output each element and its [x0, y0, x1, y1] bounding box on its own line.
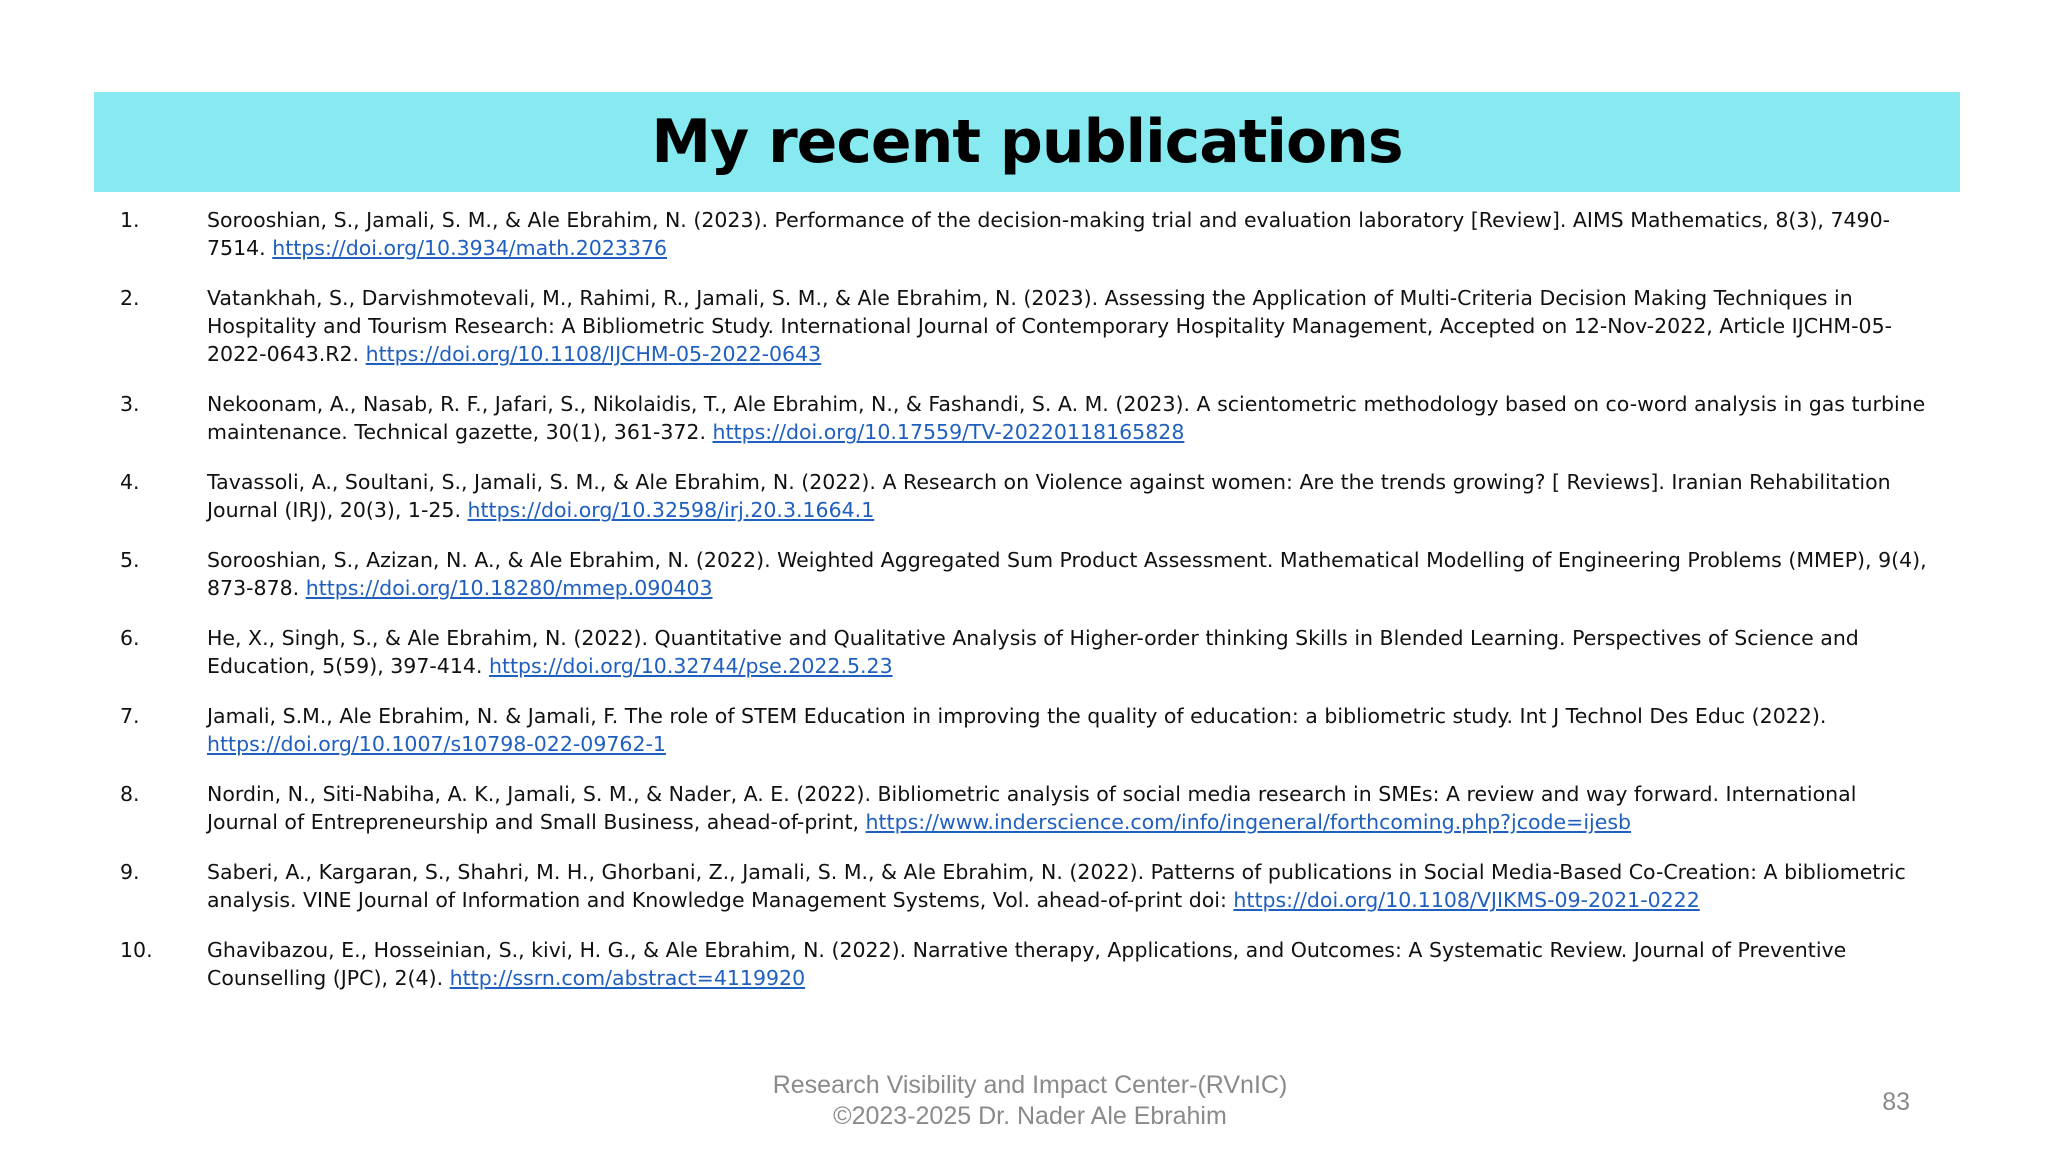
citation-text: Sorooshian, S., Jamali, S. M., & Ale Ebrahim, N. (2023). Performance of the decision-making trial and evaluation laboratory [Review]. AIMS Mathematics, 8(3), 7490-7514.: [207, 208, 1891, 260]
publication-citation: [207, 936, 1927, 992]
citation-text: Tavassoli, A., Soultani, S., Jamali, S. M., & Ale Ebrahim, N. (2022). A Research on Violence against women: Are the trends growing? [ Reviews]. Iranian Rehabilitation Journal (IRJ), 20(3), 1-25.: [207, 470, 1891, 522]
publication-number: 6.: [120, 626, 140, 650]
citation-text: Sorooshian, S., Azizan, N. A., & Ale Ebrahim, N. (2022). Weighted Aggregated Sum Product Assessment. Mathematical Modelling of Engineering Problems (MMEP), 9(4), 873-878.: [207, 548, 1927, 600]
title-banner: [94, 92, 1960, 192]
doi-link[interactable]: https://doi.org/10.1007/s10798-022-09762-1: [207, 732, 666, 756]
publication-citation: [207, 858, 1927, 914]
citation-text: Ghavibazou, E., Hosseinian, S., kivi, H. G., & Ale Ebrahim, N. (2022). Narrative therapy, Applications, and Outcomes: A Systematic Review. Journal of Preventive Counselling (JPC), 2(4).: [207, 938, 1847, 990]
publication-item: [0, 936, 2048, 992]
doi-link[interactable]: https://doi.org/10.1108/IJCHM-05-2022-0643: [365, 342, 822, 366]
publication-item: [0, 702, 2048, 758]
publication-citation: [207, 468, 1927, 524]
publication-citation: [207, 702, 1927, 758]
publication-number: 5.: [120, 548, 140, 572]
publication-item: [0, 546, 2048, 602]
citation-text: Jamali, S.M., Ale Ebrahim, N. & Jamali, F. The role of STEM Education in improving the quality of education: a bibliometric study. Int J Technol Des Educ (2022).: [207, 704, 1827, 728]
page-title: My recent publications: [651, 107, 1403, 177]
publication-citation: [207, 624, 1927, 680]
publication-item: [0, 858, 2048, 914]
footer: [690, 1070, 1370, 1132]
publication-citation: [207, 780, 1927, 836]
citation-text: Nekoonam, A., Nasab, R. F., Jafari, S., Nikolaidis, T., Ale Ebrahim, N., & Fashandi, S. A. M. (2023). A scientometric methodology based on co-word analysis in gas turbine maintenance. Technical gazette, 30(1), 361-372.: [207, 392, 1926, 444]
publication-number: 4.: [120, 470, 140, 494]
footer-org: Research Visibility and Impact Center-(RVnIC): [772, 1071, 1288, 1099]
doi-link[interactable]: https://doi.org/10.1108/VJIKMS-09-2021-0222: [1233, 888, 1700, 912]
citation-text: Vatankhah, S., Darvishmotevali, M., Rahimi, R., Jamali, S. M., & Ale Ebrahim, N. (2023). Assessing the Application of Multi-Criteria Decision Making Techniques in Hospitality and Tourism Research: A Bibliometric Study. International Journal of Contemporary Hospitality Management, Accepted on 12-Nov-2022, Article IJCHM-05-2022-0643.R2.: [207, 286, 1893, 366]
publication-item: [0, 468, 2048, 524]
footer-copyright: ©2023-2025 Dr. Nader Ale Ebrahim: [833, 1102, 1227, 1130]
publication-number: 7.: [120, 704, 140, 728]
publication-citation: [207, 390, 1927, 446]
citation-text: Saberi, A., Kargaran, S., Shahri, M. H., Ghorbani, Z., Jamali, S. M., & Ale Ebrahim, N. (2022). Patterns of publications in Social Media-Based Co-Creation: A bibliometric analysis. VINE Journal of Information and Knowledge Management Systems, Vol. ahead-of-print doi:: [207, 860, 1906, 912]
publication-item: [0, 624, 2048, 680]
publication-citation: [207, 206, 1927, 262]
publication-list: [0, 206, 2048, 1014]
citation-text: Nordin, N., Siti-Nabiha, A. K., Jamali, S. M., & Nader, A. E. (2022). Bibliometric analysis of social media research in SMEs: A review and way forward. International Journal of Entrepreneurship and Small Business, ahead-of-print,: [207, 782, 1857, 834]
doi-link[interactable]: http://ssrn.com/abstract=4119920: [449, 966, 806, 990]
publication-number: 1.: [120, 208, 140, 232]
page-number: 83: [1882, 1088, 1910, 1116]
publication-number: 8.: [120, 782, 140, 806]
publication-item: [0, 284, 2048, 368]
doi-link[interactable]: https://www.inderscience.com/info/ingeneral/forthcoming.php?jcode=ijesb: [865, 810, 1632, 834]
publication-citation: [207, 284, 1927, 368]
publication-item: [0, 206, 2048, 262]
publication-number: 9.: [120, 860, 140, 884]
publication-number: 10.: [120, 938, 153, 962]
doi-link[interactable]: https://doi.org/10.3934/math.2023376: [272, 236, 668, 260]
doi-link[interactable]: https://doi.org/10.17559/TV-20220118165828: [712, 420, 1185, 444]
publication-number: 3.: [120, 392, 140, 416]
publication-number: 2.: [120, 286, 140, 310]
doi-link[interactable]: https://doi.org/10.18280/mmep.090403: [305, 576, 713, 600]
publication-citation: [207, 546, 1927, 602]
doi-link[interactable]: https://doi.org/10.32598/irj.20.3.1664.1: [467, 498, 875, 522]
citation-text: He, X., Singh, S., & Ale Ebrahim, N. (2022). Quantitative and Qualitative Analysis of Higher-order thinking Skills in Blended Learning. Perspectives of Science and Education, 5(59), 397-414.: [207, 626, 1859, 678]
publication-item: [0, 780, 2048, 836]
doi-link[interactable]: https://doi.org/10.32744/pse.2022.5.23: [488, 654, 893, 678]
publication-item: [0, 390, 2048, 446]
